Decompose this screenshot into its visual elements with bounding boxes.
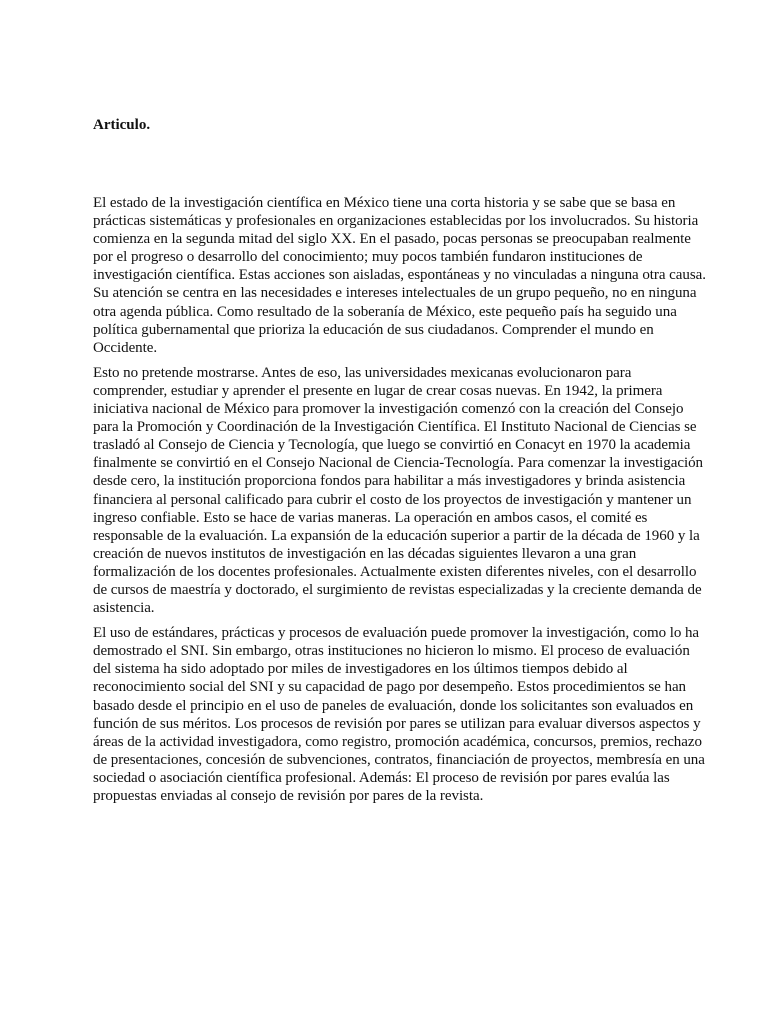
body-paragraph-1: El estado de la investigación científica en México tiene una corta historia y se sabe que se basa en prácticas sistemáticas y profesionales en organizaciones establecidas por los involucrados. Su historia comienza en la segunda mitad del siglo XX. En el pasado, pocas personas se preocupaban realmente por el progreso o desarrollo del conocimiento; muy pocos también fundaron instituciones de investigación científica. Estas acciones son aisladas, espontáneas y no vinculadas a ninguna otra causa. Su atención se centra en las necesidades e intereses intelectuales de un grupo pequeño, no en ninguna otra agenda pública. Como resultado de la soberanía de México, este pequeño país ha seguido una política gubernamental que prioriza la educación de sus ciudadanos. Comprender el mundo en Occidente. (93, 195, 706, 356)
body-paragraph-2: Esto no pretende mostrarse. Antes de eso, las universidades mexicanas evolucionaron para comprender, estudiar y aprender el presente en lugar de crear cosas nuevas. En 1942, la primera iniciativa nacional de México para promover la investigación comenzó con la creación del Consejo para la Promoción y Coordinación de la Investigación Científica. El Instituto Nacional de Ciencias se trasladó al Consejo de Ciencia y Tecnología, que luego se convirtió en Conacyt en 1970 la academia finalmente se convirtió en el Consejo Nacional de Ciencia-Tecnología. Para comenzar la investigación desde cero, la institución proporciona fondos para habilitar a más investigadores y brinda asistencia financiera al personal calificado para cubrir el costo de los proyectos de investigación y mantener un ingreso confiable. Esto se hace de varias maneras. La operación en ambos casos, el comité es responsable de la evaluación. La expansión de la educación superior a partir de la década de 1960 y la creación de nuevos institutos de investigación en las décadas siguientes llevaron a una gran formalización de los docentes profesionales. Actualmente existen diferentes niveles, con el desarrollo de cursos de maestría y doctorado, el surgimiento de revistas especializadas y la creciente demanda de asistencia. (93, 364, 703, 617)
document-body (93, 194, 707, 812)
document-title: Articulo. (93, 117, 151, 133)
body-paragraph-3: El uso de estándares, prácticas y procesos de evaluación puede promover la investigación, como lo ha demostrado el SNI. Sin embargo, otras instituciones no hicieron lo mismo. El proceso de evaluación del sistema ha sido adoptado por miles de investigadores en los últimos tiempos debido al reconocimiento social del SNI y su capacidad de pago por desempeño. Estos procedimientos se han basado desde el principio en el uso de paneles de evaluación, donde los solicitantes son evaluados en función de sus méritos. Los procesos de revisión por pares se utilizan para evaluar diversos aspectos y áreas de la actividad investigadora, como registro, promoción académica, concursos, premios, rechazo de presentaciones, concesión de subvenciones, contratos, financiación de proyectos, membresía en una sociedad o asociación científica profesional. Además: El proceso de revisión por pares evalúa las propuestas enviadas al consejo de revisión por pares de la revista. (93, 625, 705, 804)
